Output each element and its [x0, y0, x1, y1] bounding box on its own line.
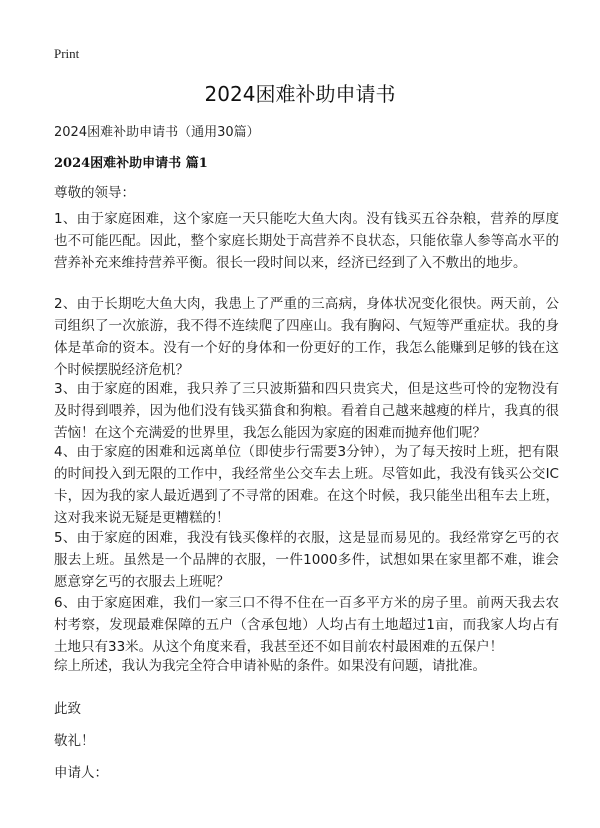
- paragraph-5: 5、由于家庭的困难，我没有钱买像样的衣服，这是显而易见的。我经常穿乞丐的衣服去上班。虽然是一个品牌的衣服，一件1000多件，试想如果在家里都不难，谁会愿意穿乞丐的衣服去上班呢？: [54, 530, 559, 590]
- closing-line-1: 此致: [54, 701, 81, 717]
- page-title: 2024困难补助申请书: [204, 82, 396, 106]
- section-heading: 2024困难补助申请书 篇1: [54, 156, 208, 171]
- salutation: 尊敬的领导：: [54, 185, 135, 201]
- document-subtitle: 2024困难补助申请书（通用30篇）: [54, 125, 260, 140]
- closing-line-2: 敬礼！: [54, 733, 95, 749]
- paragraph-3: 3、由于家庭的困难，我只养了三只波斯猫和四只贵宾犬，但是这些可怜的宠物没有及时得到喂养，因为他们没有钱买猫食和狗粮。看着自己越来越瘦的样片，我真的很苦恼！在这个充满爱的世界里，我怎么能因为家庭的困难而抛弃他们呢？: [54, 381, 559, 441]
- paragraph-6: 6、由于家庭困难，我们一家三口不得不住在一百多平方米的房子里。前两天我去农村考察，发现最难保障的五户（含承包地）人均占有土地超过1亩，而我家人均占有土地只有33米。从这个角度来看，我甚至还不如目前农村最困难的五保户！: [54, 595, 559, 655]
- paragraph-1: 1、由于家庭困难，这个家庭一天只能吃大鱼大肉。没有钱买五谷杂粮，营养的厚度也不可能匹配。因此，整个家庭长期处于高营养不良状态，只能依靠人参等高水平的营养补充来维持营养平衡。很长一段时间以来，经济已经到了入不敷出的地步。: [54, 211, 559, 271]
- paragraph-summary: 综上所述，我认为我完全符合申请补贴的条件。如果没有问题，请批准。: [54, 658, 486, 674]
- paragraph-2: 2、由于长期吃大鱼大肉，我患上了严重的三高病，身体状况变化很快。两天前，公司组织了一次旅游，我不得不连续爬了四座山。我有胸闷、气短等严重症状。我的身体是革命的资本。没有一个好的身体和一份更好的工作，我怎么能赚到足够的钱在这个时候摆脱经济危机？: [54, 296, 559, 378]
- paragraph-4: 4、由于家庭的困难和远离单位（即使步行需要3分钟），为了每天按时上班，把有限的时间投入到无限的工作中，我经常坐公交车去上班。尽管如此，我没有钱买公交IC卡，因为我的家人最近遇到了不寻常的困难。在这个时候，我只能坐出租车去上班，这对我来说无疑是更糟糕的！: [54, 444, 559, 526]
- applicant-label: 申请人：: [54, 765, 108, 781]
- print-link[interactable]: Print: [54, 46, 80, 61]
